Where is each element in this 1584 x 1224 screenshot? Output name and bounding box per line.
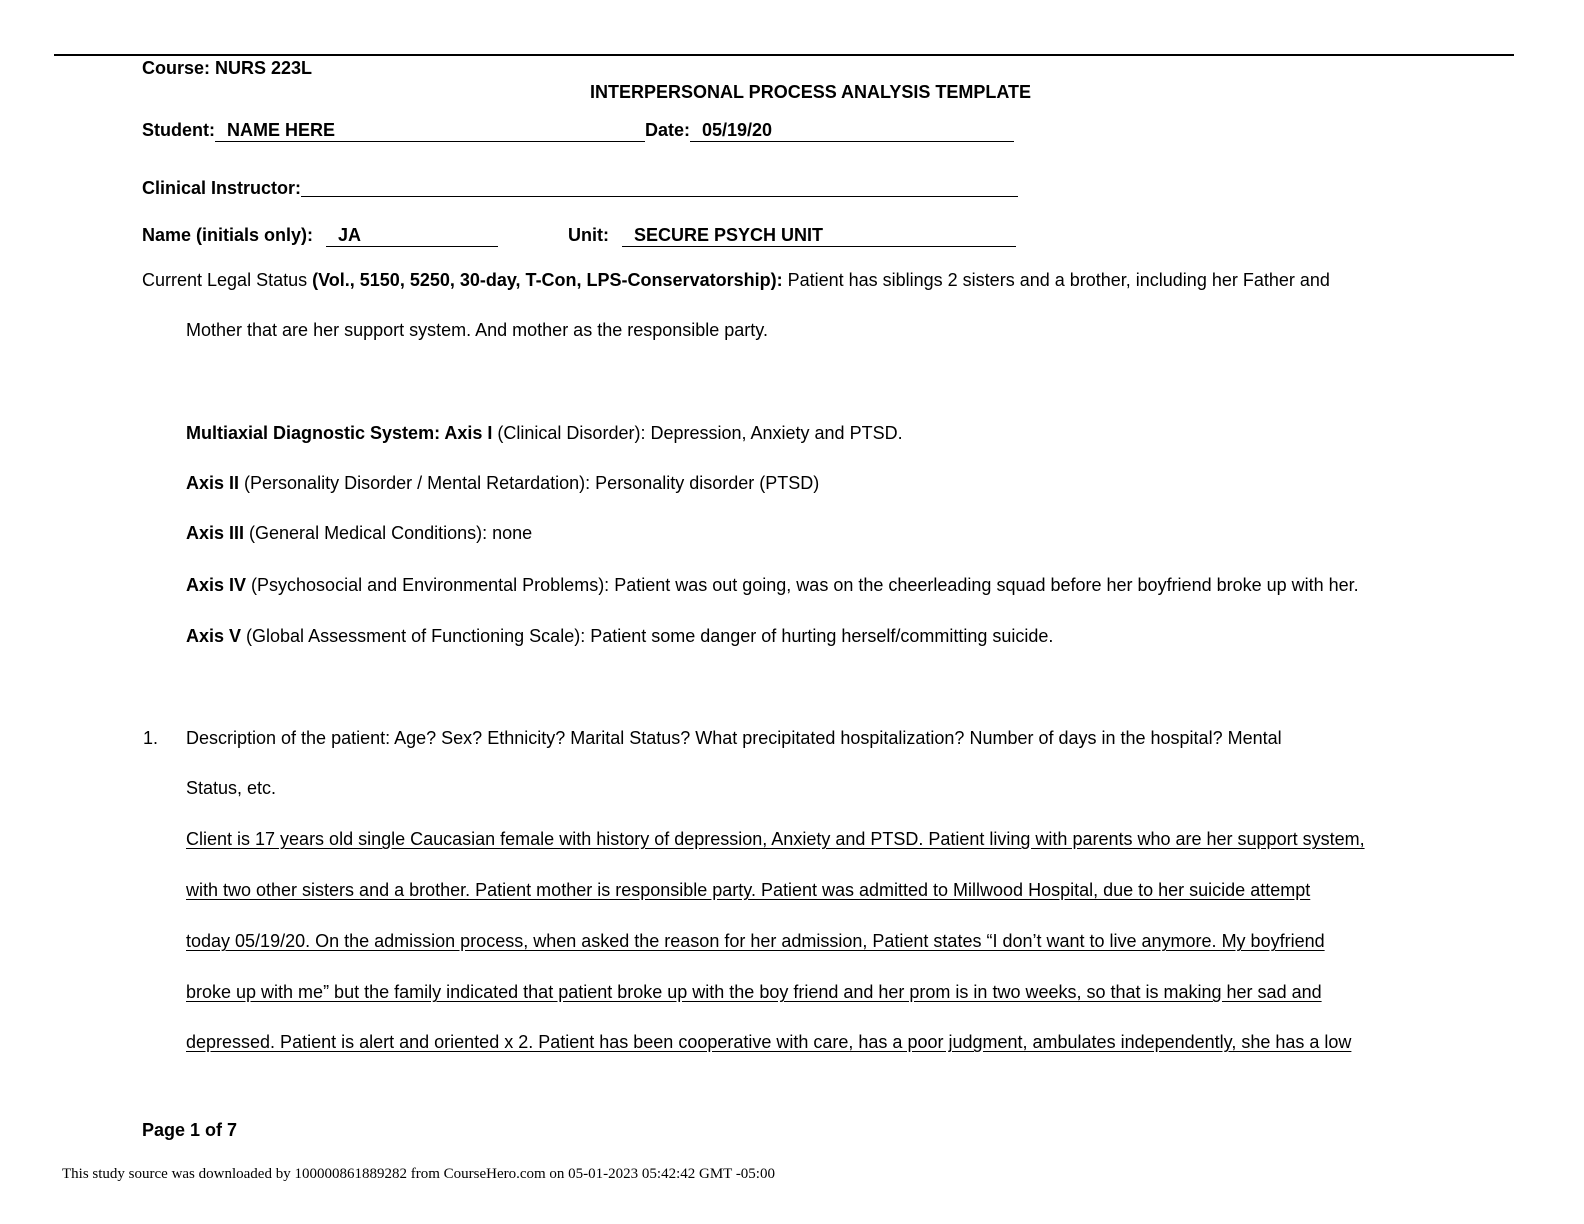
unit-field[interactable]: SECURE PSYCH UNIT [622, 225, 1016, 247]
legal-status-line2: Mother that are her support system. And mother as the responsible party. [186, 320, 768, 340]
unit-row [568, 225, 609, 246]
initials-row [142, 225, 313, 246]
axis-4-desc: (Psychosocial and Environmental Problems): Patient was out going, was on the cheerleading squad before her boyfriend broke up with her. [246, 575, 1359, 595]
legal-status-options: (Vol., 5150, 5250, 30-day, T-Con, LPS-Conservatorship): [312, 270, 783, 290]
instructor-field[interactable] [301, 176, 1018, 197]
top-rule [54, 54, 1514, 56]
answer-line: today 05/19/20. On the admission process, when asked the reason for her admission, Patient states “I don’t want to live anymore. My boyfriend [186, 931, 1325, 951]
axis-5-heading: Axis V [186, 626, 242, 646]
date-field[interactable]: 05/19/20 [690, 120, 1014, 142]
legal-status-line1 [142, 270, 1330, 291]
unit-label: Unit: [568, 225, 609, 245]
course-label: Course: NURS 223L [142, 58, 313, 78]
page-number: Page 1 of 7 [142, 1120, 238, 1140]
axis-3 [186, 523, 532, 544]
answer-line: broke up with me” but the family indicated that patient broke up with the boy friend and her prom is in two weeks, so that is making her sad and [186, 982, 1322, 1002]
source-note: This study source was downloaded by 100000861889282 from CourseHero.com on 05-01-2023 05:42:42 GMT -05:00 [62, 1166, 775, 1182]
axis-4-heading: Axis IV [186, 575, 247, 595]
instructor-label: Clinical Instructor: [142, 178, 302, 198]
axis-3-desc: (General Medical Conditions): none [244, 523, 533, 543]
question-number: 1. [143, 728, 159, 748]
axis-1-desc: (Clinical Disorder): Depression, Anxiety and PTSD. [492, 423, 903, 443]
answer-line: Client is 17 years old single Caucasian female with history of depression, Anxiety and PTSD. Patient living with parents who are her support system, [186, 829, 1365, 849]
axis-4 [186, 575, 1359, 596]
axis-5-desc: (Global Assessment of Functioning Scale): Patient some danger of hurting herself/committing suicide. [241, 626, 1054, 646]
initials-field[interactable]: JA [326, 225, 498, 247]
student-label: Student: [142, 120, 215, 140]
legal-status-label: Current Legal Status [142, 270, 313, 290]
date-label: Date: [644, 120, 690, 140]
document-title: INTERPERSONAL PROCESS ANALYSIS TEMPLATE [590, 82, 1032, 102]
axis-2 [186, 473, 819, 494]
axis-2-desc: (Personality Disorder / Mental Retardation): Personality disorder (PTSD) [239, 473, 820, 493]
axis-3-heading: Axis III [186, 523, 245, 543]
axis-1-heading: Multiaxial Diagnostic System: Axis I [186, 423, 493, 443]
axis-1 [186, 423, 903, 444]
axis-2-heading: Axis II [186, 473, 240, 493]
student-row [142, 120, 1014, 142]
answer-line: with two other sisters and a brother. Patient mother is responsible party. Patient was admitted to Millwood Hospital, due to her suicide attempt [186, 880, 1311, 900]
initials-label: Name (initials only): [142, 225, 314, 245]
axis-5 [186, 626, 1053, 647]
student-name-field[interactable]: NAME HERE [215, 120, 645, 142]
answer-line: depressed. Patient is alert and oriented x 2. Patient has been cooperative with care, has a poor judgment, ambulates independently, she has a low [186, 1032, 1352, 1052]
legal-status-text: Patient has siblings 2 sisters and a brother, including her Father and [782, 270, 1330, 290]
question-prompt-line2: Status, etc. [186, 778, 277, 798]
instructor-row [142, 173, 1018, 199]
question-prompt-line1: Description of the patient: Age? Sex? Ethnicity? Marital Status? What precipitated hospitalization? Number of days in the hospital? Mental [186, 728, 1282, 748]
